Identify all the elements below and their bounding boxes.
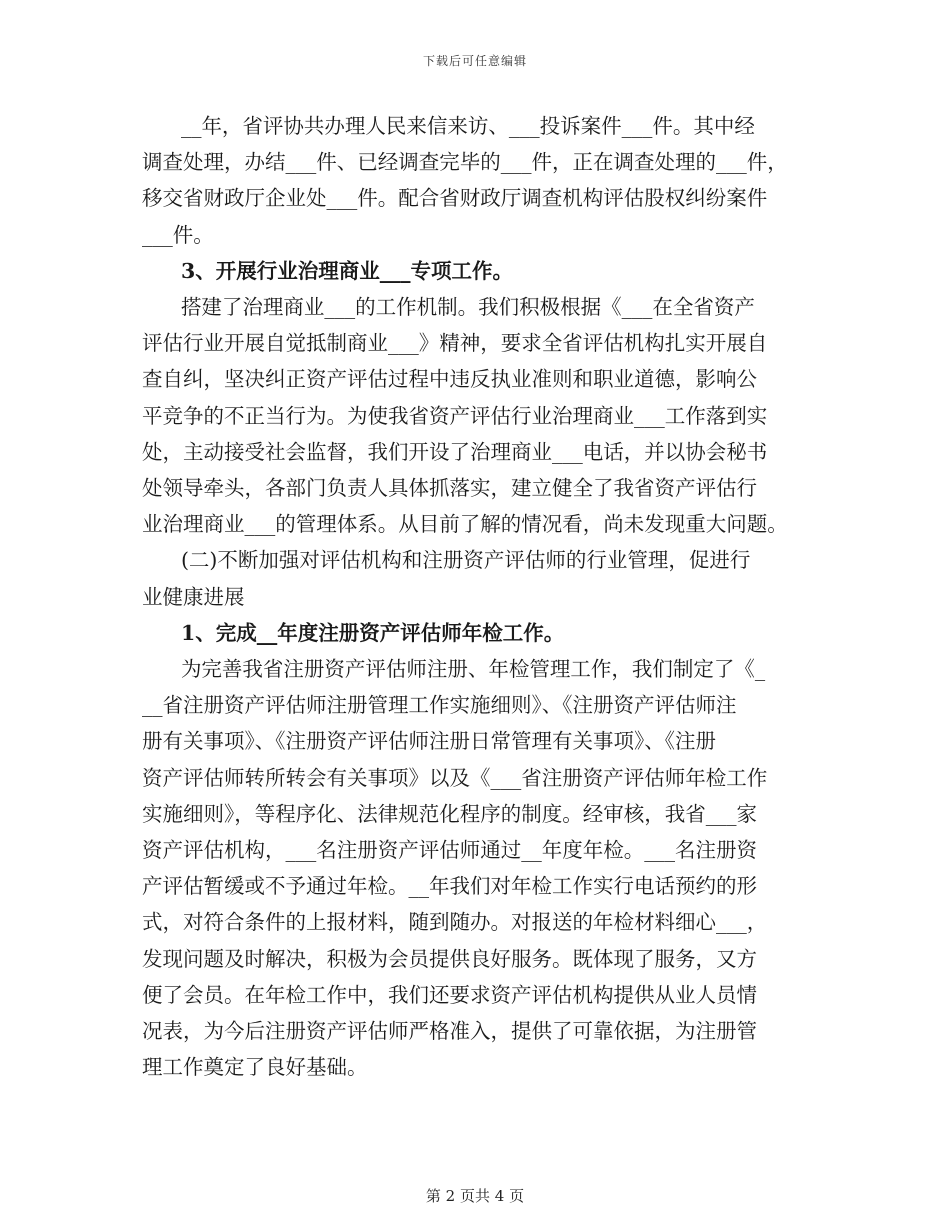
paragraph-annual-inspection — [142, 651, 817, 1085]
text-line: 发现问题及时解决，积极为会员提供良好服务。既体现了服务，又方 — [142, 946, 757, 971]
text-line: 资产评估机构，___名注册资产评估师通过__年度年检。___名注册资 — [142, 838, 757, 863]
text-line: 业治理商业___的管理体系。从目前了解的情况看，尚未发现重大问题。 — [142, 512, 788, 537]
text-line: 产评估暂缓或不予通过年检。__年我们对年检工作实行电话预约的形 — [142, 874, 757, 899]
text-line: 平竞争的不正当行为。为使我省资产评估行业治理商业___工作落到实 — [142, 403, 768, 428]
text-line: __省注册资产评估师注册管理工作实施细则》、《注册资产评估师注 — [142, 693, 737, 718]
text-line: 册有关事项》、《注册资产评估师注册日常管理有关事项》、《注册 — [142, 729, 716, 754]
text-line: 评估行业开展自觉抵制商业___》精神，要求全省评估机构扎实开展自 — [142, 331, 768, 356]
text-line: 搭建了治理商业___的工作机制。我们积极根据《___在全省资产 — [180, 295, 755, 320]
text-line: 业健康进展 — [142, 584, 245, 609]
text-line: ___件。 — [142, 222, 214, 247]
text-line: 为完善我省注册资产评估师注册、年检管理工作，我们制定了《_ — [180, 657, 766, 682]
text-line: 况表，为今后注册资产评估师严格准入，提供了可靠依据，为注册管 — [142, 1019, 757, 1044]
text-line: 资产评估师转所转会有关事项》以及《___省注册资产评估师年检工作 — [142, 765, 768, 790]
text-line: 便了会员。在年检工作中，我们还要求资产评估机构提供从业人员情 — [142, 982, 757, 1007]
text-line: 实施细则》，等程序化、法律规范化程序的制度。经审核，我省___家 — [142, 801, 757, 826]
page-number: 第 2 页共 4 页 — [425, 1187, 525, 1205]
section-heading-2 — [142, 542, 817, 614]
document-body — [142, 108, 817, 1085]
heading-text: 3、开展行业治理商业___专项工作。 — [180, 258, 513, 283]
heading-text: 1、完成__年度注册资产评估师年检工作。 — [180, 620, 565, 645]
text-line: 处，主动接受社会监督，我们开设了治理商业___电话，并以协会秘书 — [142, 439, 768, 464]
paragraph-complaints — [142, 108, 817, 253]
text-line: 式，对符合条件的上报材料，随到随办。对报送的年检材料细心___， — [142, 910, 768, 935]
text-line: __年，省评协共办理人民来信来访、___投诉案件___件。其中经 — [180, 114, 755, 138]
text-line: 处领导牵头，各部门负责人具体抓落实，建立健全了我省资产评估行 — [142, 476, 757, 501]
section-heading-1 — [142, 615, 817, 651]
text-line: (二)不断加强对评估机构和注册资产评估师的行业管理，促进行 — [180, 548, 751, 573]
page-header-note: 下载后可任意编辑 — [422, 54, 527, 68]
text-line: 调查处理，办结___件、已经调查完毕的___件，正在调查处理的___件， — [142, 150, 788, 175]
section-heading-3 — [142, 253, 817, 289]
text-line: 查自纠，坚决纠正资产评估过程中违反执业准则和职业道德，影响公 — [142, 367, 757, 392]
paragraph-governance — [142, 289, 817, 542]
text-line: 移交省财政厅企业处___件。配合省财政厅调查机构评估股权纠纷案件 — [142, 186, 768, 211]
text-line: 理工作奠定了良好基础。 — [142, 1055, 368, 1080]
